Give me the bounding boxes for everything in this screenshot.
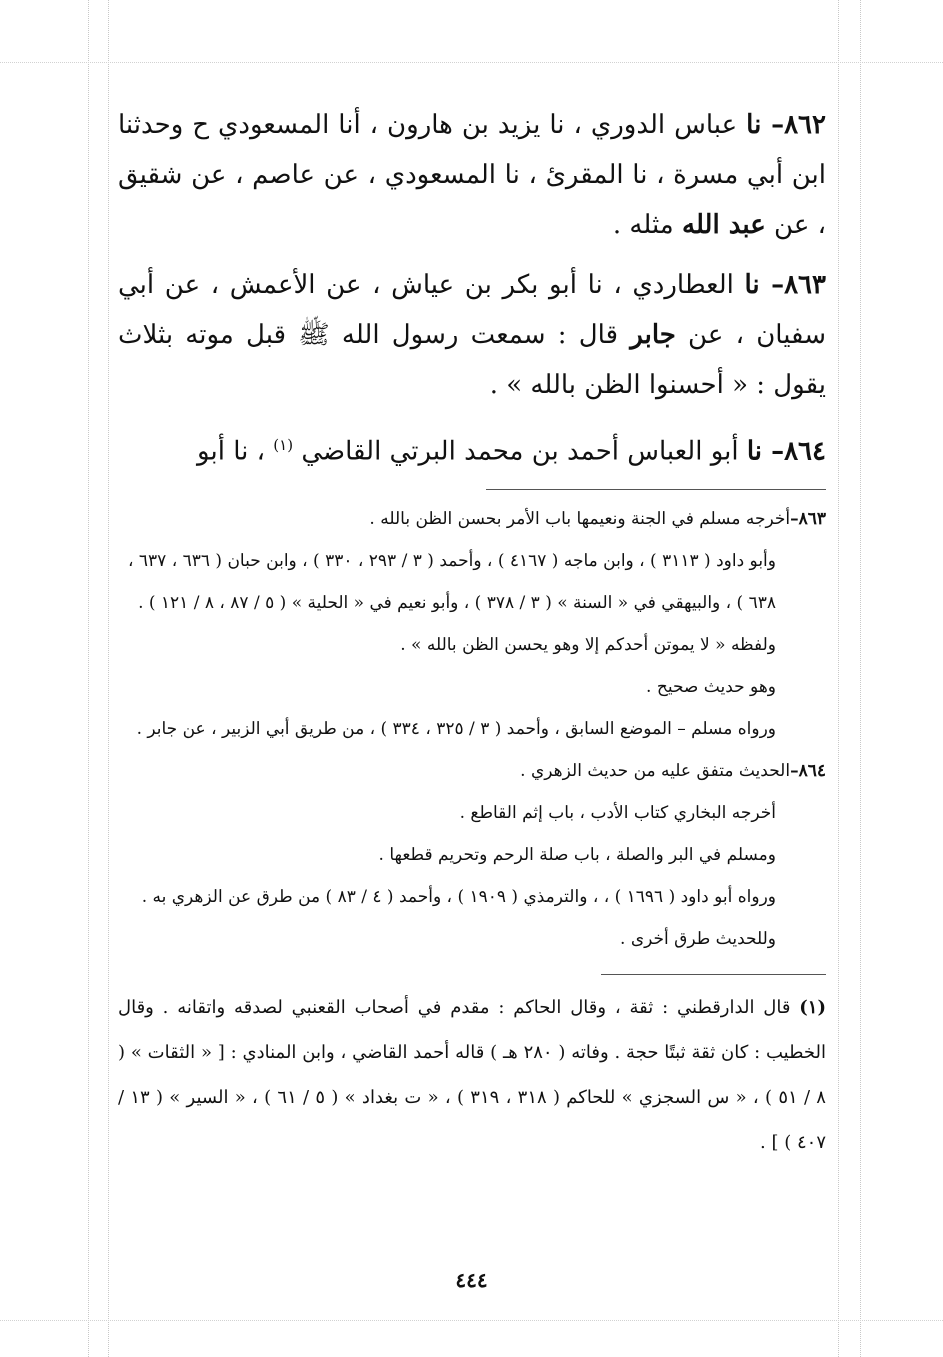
hadith-863 [118,260,826,410]
hadith-text-end: قال : سمعت رسول الله ﷺ قبل موته بثلاث يقول : « أحسنوا الظن بالله » . [118,320,826,400]
margin-guide-right [860,0,861,1357]
commentary-number: ٨٦٣– [790,508,826,529]
margin-guide-bottom [0,1320,943,1321]
hadith-text: أبو العباس أحمد بن محمد البرتي القاضي [293,436,747,467]
commentary-number: ٨٦٤– [790,760,826,781]
commentary-line: وأبو داود ( ٣١١٣ ) ، وابن ماجه ( ٤١٦٧ ) ، وأحمد ( ٣ / ٢٩٣ ، ٣٣٠ ) ، وابن حبان ( ٦٣٦ ، ٦٣٧ ، ٦٣٨ ) ، والبيهقي في « السنة » ( ٣ / ٣٧٨ ) ، وأبو نعيم في « الحلية » ( ٥ / ٨٧ ، ٨ / ١٢١ ) . [128,550,776,613]
commentary-line: أخرجه البخاري كتاب الأدب ، باب إثم القاطع . [459,802,776,823]
page-body [118,100,826,1165]
footnote-separator [601,974,826,975]
hadith-text-end: مثله . [612,210,682,240]
commentary-line: ولفظه « لا يموتن أحدكم إلا وهو يحسن الظن بالله » . [400,634,776,655]
hadith-narration-keyword: نا [744,270,772,300]
margin-guide-right-inner [838,0,839,1357]
hadith-862 [118,100,826,250]
commentary-line: ورواه مسلم – الموضع السابق ، وأحمد ( ٣ / ٣٢٥ ، ٣٣٤ ) ، من طريق أبي الزبير ، عن جابر . [136,718,776,739]
commentary-864 [118,750,826,960]
hadith-864 [118,420,826,477]
commentary-text: الحديث متفق عليه من حديث الزهري . [520,760,791,781]
hadith-number: ٨٦٣– [771,270,826,300]
commentary-line: ومسلم في البر والصلة ، باب صلة الرحم وتحريم قطعها . [378,844,776,865]
margin-guide-left [88,0,89,1357]
commentary-line: وللحديث طرق أخرى . [620,928,776,949]
hadith-number: ٨٦٤– [771,436,826,467]
footnote-marker: (١) [799,996,826,1018]
hadith-number: ٨٦٢– [771,110,826,140]
footnote-1 [118,985,826,1165]
footnote-reference: (١) [273,436,294,454]
commentary-text: أخرجه مسلم في الجنة ونعيمها باب الأمر بحسن الظن بالله . [369,508,791,529]
footnote-text: قال الدارقطني : ثقة ، وقال الحاكم : مقدم في أصحاب القعنبي لصدقه واتقانه . وقال الخطيب : كان ثقة ثبتًا حجة . وفاته ( ٢٨٠ هـ ) قاله أحمد القاضي ، وابن المنادي : [ « الثقات » ( ٨ / ٥١ ) ، « س السجزي » للحاكم ( ٣١٨ ، ٣١٩ ) ، « ت بغداد » ( ٥ / ٦١ ) ، « السير » ( ١٣ / ٤٠٧ ) ] . [118,996,826,1153]
commentary-line: وهو حديث صحيح . [646,676,776,697]
companion-name: جابر [630,320,676,350]
hadith-text-end: ، نا أبو [197,436,274,467]
margin-guide-top [0,62,943,63]
commentary-line: ورواه أبو داود ( ١٦٩٦ ) ، ، والترمذي ( ١٩٠٩ ) ، وأحمد ( ٤ / ٨٣ ) من طرق عن الزهري به . [141,886,776,907]
hadith-narration-keyword: نا [746,110,772,140]
commentary-separator [486,489,826,490]
commentary-863 [118,498,826,750]
hadith-text: عباس الدوري ، نا يزيد بن هارون ، أنا المسعودي ح وحدثنا ابن أبي مسرة ، نا المقرئ ، نا المسعودي ، عن عاصم ، عن شقيق ، عن [118,110,826,240]
commentary-line [118,498,826,540]
hadith-text: العطاردي ، نا أبو بكر بن عياش ، عن الأعمش ، عن أبي سفيان ، عن [118,270,826,350]
page-number: ٤٤٤ [455,1268,488,1292]
margin-guide-left-inner [108,0,109,1357]
hadith-narration-keyword: نا [746,436,772,467]
companion-name: عبد الله [682,210,766,240]
commentary-line [118,750,826,792]
